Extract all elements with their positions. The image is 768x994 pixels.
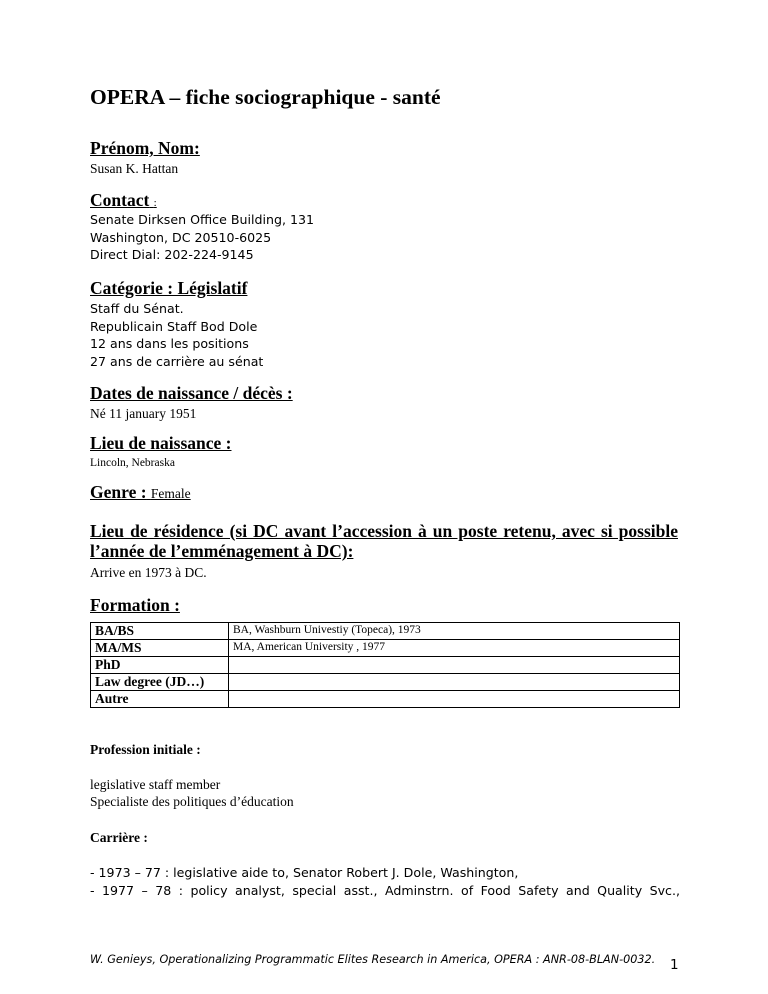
gender-value: Female [150,486,191,501]
contact-colon: : [153,197,157,209]
career-line: - 1973 – 77 : legislative aide to, Senator Robert J. Dole, Washington, [90,865,519,880]
table-row [91,657,680,674]
contact-line: Direct Dial: 202-224-9145 [90,247,254,262]
contact-line: Washington, DC 20510-6025 [90,229,272,245]
dates-value: Né 11 january 1951 [90,406,197,421]
name-value: Susan K. Hattan [90,161,179,176]
formation-label: Formation : [90,595,180,615]
birthplace-value: Lincoln, Nebraska [90,457,175,469]
table-row [91,674,680,691]
dates-label: Dates de naissance / décès : [90,383,293,403]
career-list [90,864,680,900]
category-line: Staff du Sénat. [90,301,184,316]
detail-cell [229,691,680,708]
gender-label: Genre : [90,482,147,502]
contact-label-text: Contact [90,190,150,210]
degree-cell: Law degree (JD…) [91,674,229,691]
birthplace-label: Lieu de naissance : [90,433,232,453]
degree-cell: Autre [91,691,229,708]
degree-cell: MA/MS [91,640,229,657]
footer-citation: W. Genieys, Operationalizing Programmatic Elites Research in America, OPERA : ANR-08-BLAN-0032. [90,953,656,966]
initial-profession-label: Profession initiale : [90,742,201,757]
career-line: - 1977 – 78 : policy analyst, special asst., Adminstrn. of Food Safety and Quality Svc., [90,883,680,898]
detail-cell [229,657,680,674]
initial-profession-line: legislative staff member [90,777,221,792]
detail-cell: MA, American University , 1977 [229,640,680,657]
gender-row [90,482,191,503]
table-row [91,691,680,708]
residence-label: Lieu de résidence (si DC avant l’accession à un poste retenu, avec si possible l’année de l’emménagement à DC): [90,521,678,561]
degree-cell: PhD [91,657,229,674]
category-lines [90,300,263,370]
contact-line: Senate Dirksen Office Building, 131 [90,212,314,227]
formation-table [90,622,680,708]
contact-label [90,190,157,211]
detail-cell: BA, Washburn Univestiy (Topeca), 1973 [229,623,680,640]
page-title: OPERA – fiche sociographique - santé [90,85,441,109]
category-line: 27 ans de carrière au sénat [90,353,264,369]
initial-profession-line: Specialiste des politiques d’éducation [90,794,294,809]
detail-cell [229,674,680,691]
table-row [91,640,680,657]
category-line: 12 ans dans les positions [90,336,249,351]
name-label: Prénom, Nom: [90,138,200,158]
category-label: Catégorie : Législatif [90,278,248,298]
degree-cell: BA/BS [91,623,229,640]
career-label: Carrière : [90,830,148,845]
initial-profession-lines [90,776,294,810]
page-number: 1 [670,957,679,973]
table-row [91,623,680,640]
category-line: Republicain Staff Bod Dole [90,318,258,334]
residence-value: Arrive en 1973 à DC. [90,565,207,580]
contact-lines [90,211,314,264]
